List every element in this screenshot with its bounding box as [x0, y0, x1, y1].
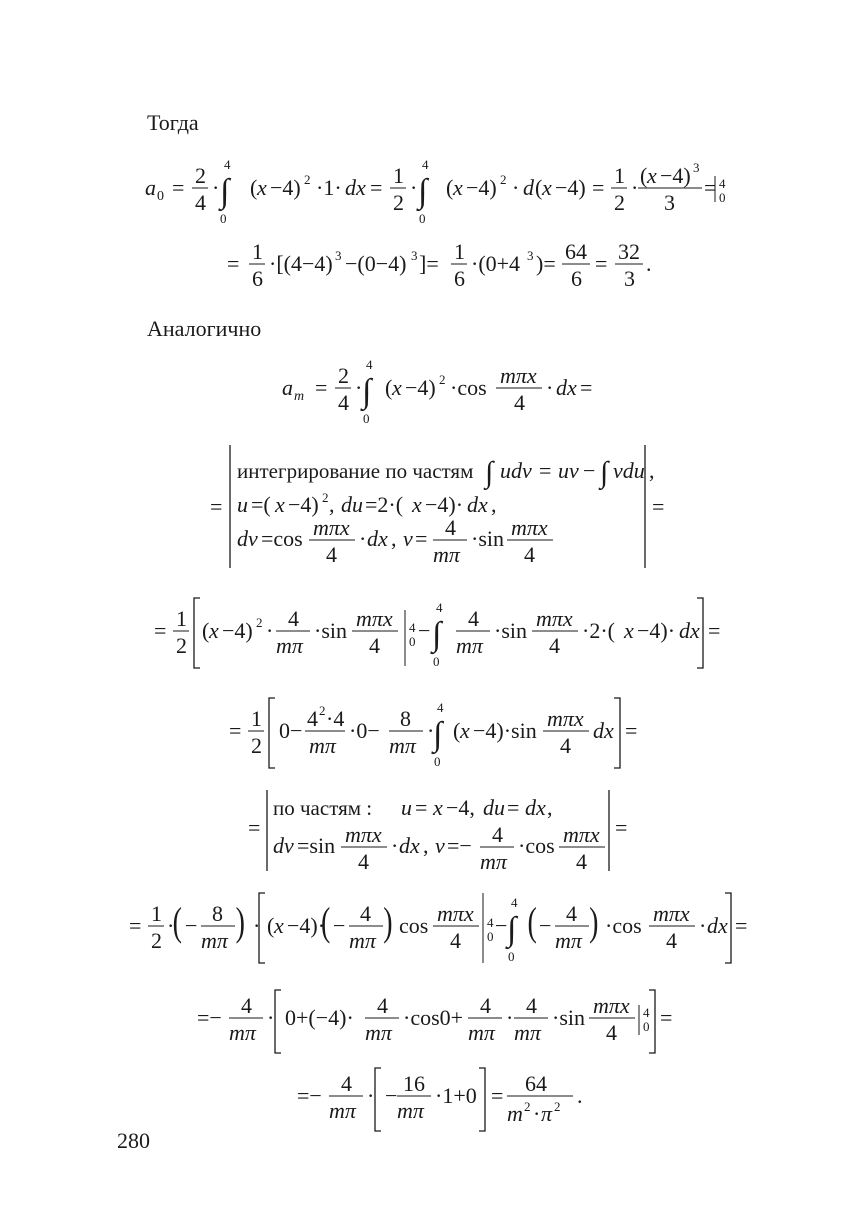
svg-text:4: 4: [422, 157, 429, 172]
svg-text:4: 4: [487, 915, 494, 930]
svg-text:·: ·: [367, 1083, 375, 1108]
svg-text:4: 4: [524, 542, 535, 567]
svg-text:dv: dv: [273, 833, 294, 858]
svg-text:=: =: [507, 795, 520, 820]
svg-text:x: x: [460, 718, 470, 743]
svg-text:x: x: [275, 492, 285, 517]
svg-text:·sin: ·sin: [494, 618, 527, 643]
svg-text:mπ: mπ: [514, 1020, 541, 1045]
equation-step-1: [150, 590, 730, 680]
svg-text:mπ: mπ: [329, 1098, 356, 1123]
svg-text:mπ: mπ: [397, 1098, 424, 1123]
svg-text:64: 64: [565, 239, 587, 264]
svg-text:a: a: [282, 375, 293, 400]
svg-text:4: 4: [326, 542, 337, 567]
equation-final: [295, 1063, 595, 1138]
svg-text:u: u: [237, 492, 248, 517]
svg-text:∫: ∫: [485, 456, 494, 489]
svg-text:2: 2: [176, 633, 187, 658]
svg-text:0: 0: [157, 189, 164, 204]
svg-text:·: ·: [167, 913, 175, 938]
svg-text:1: 1: [393, 163, 404, 188]
svg-text:4: 4: [526, 993, 537, 1018]
svg-text:=: =: [315, 375, 328, 400]
svg-text:d: d: [523, 175, 534, 200]
svg-text:x: x: [647, 163, 657, 188]
svg-text:·: ·: [253, 913, 261, 938]
svg-text:·sin: ·sin: [552, 1005, 585, 1030]
svg-text:·cos: ·cos: [450, 375, 487, 400]
svg-text:dx: dx: [525, 795, 546, 820]
svg-text:2: 2: [614, 190, 625, 215]
svg-text:uv: uv: [558, 458, 579, 483]
svg-text:,: ,: [649, 458, 655, 483]
svg-text:·sin: ·sin: [314, 618, 347, 643]
svg-text:−: −: [185, 913, 198, 938]
svg-text:·: ·: [427, 718, 435, 743]
svg-text:x: x: [257, 175, 267, 200]
svg-text:·: ·: [533, 1101, 541, 1126]
svg-text:=−: =−: [297, 1083, 322, 1108]
svg-text:∫: ∫: [362, 373, 372, 410]
svg-text:4: 4: [288, 606, 299, 631]
svg-text:4: 4: [719, 176, 726, 191]
svg-text:,: ,: [491, 492, 497, 517]
svg-text:=: =: [491, 1083, 504, 1108]
svg-text:mπ: mπ: [309, 733, 336, 758]
svg-text:4: 4: [341, 1071, 352, 1096]
svg-text:=: =: [580, 375, 593, 400]
svg-text:6: 6: [571, 266, 582, 291]
svg-text:m: m: [507, 1101, 523, 1126]
svg-text:mπx: mπx: [536, 606, 573, 631]
svg-text:·cos0+: ·cos0+: [403, 1005, 464, 1030]
svg-text:4: 4: [445, 515, 456, 540]
svg-text:·1+0: ·1+0: [435, 1083, 477, 1108]
svg-text:2: 2: [251, 733, 262, 758]
svg-text:mπx: mπx: [653, 901, 690, 926]
svg-text:1: 1: [454, 239, 465, 264]
svg-text:(: (: [321, 900, 331, 945]
svg-text:−4): −4): [405, 375, 436, 400]
word-analogichno: Аналогично: [147, 316, 262, 341]
svg-text:=−: =−: [447, 833, 472, 858]
svg-text:−4)·: −4)·: [425, 492, 464, 517]
svg-text:·sin: ·sin: [471, 526, 504, 551]
svg-text:4: 4: [549, 633, 560, 658]
svg-text:4: 4: [514, 390, 525, 415]
svg-text:=: =: [210, 494, 223, 519]
svg-text:): ): [235, 900, 245, 945]
svg-text:−4): −4): [222, 618, 253, 643]
svg-text:·cos: ·cos: [605, 913, 642, 938]
svg-text:−4): −4): [270, 175, 301, 200]
svg-text:1: 1: [176, 606, 187, 631]
svg-text:x: x: [274, 913, 284, 938]
svg-text:4: 4: [377, 993, 388, 1018]
svg-text:=: =: [415, 526, 428, 551]
svg-text:4: 4: [358, 849, 369, 874]
svg-text:·: ·: [391, 833, 399, 858]
svg-text:2: 2: [319, 703, 326, 718]
svg-text:3: 3: [411, 248, 418, 263]
svg-text:(: (: [535, 175, 543, 200]
svg-text:·: ·: [699, 913, 707, 938]
svg-text:−: −: [385, 1083, 398, 1108]
svg-text:)=: )=: [536, 251, 556, 276]
by-parts-block-2: [243, 785, 633, 875]
svg-text:a: a: [145, 175, 156, 200]
svg-text:2: 2: [151, 928, 162, 953]
svg-text:2: 2: [393, 190, 404, 215]
svg-text:·: ·: [355, 375, 363, 400]
svg-text:3: 3: [527, 248, 534, 263]
svg-text:4: 4: [492, 822, 503, 847]
svg-text:−: −: [333, 913, 346, 938]
equation-a0-eq-end: [700, 180, 730, 210]
svg-text:6: 6: [454, 266, 465, 291]
svg-text:4: 4: [468, 606, 479, 631]
svg-text:4: 4: [643, 1005, 650, 1020]
svg-text:(: (: [385, 375, 393, 400]
svg-text:=: =: [652, 494, 665, 519]
svg-text:0: 0: [433, 654, 440, 669]
equation-step-2: [225, 690, 645, 780]
svg-text:v: v: [403, 526, 413, 551]
svg-text:=: =: [539, 458, 552, 483]
word-togda: Тогда: [147, 110, 199, 135]
svg-text:2: 2: [500, 172, 507, 187]
svg-text:−4): −4): [288, 492, 319, 517]
svg-text:·(0+4: ·(0+4: [471, 251, 521, 276]
svg-text:6: 6: [252, 266, 263, 291]
svg-text:,: ,: [423, 833, 429, 858]
svg-text:=−: =−: [197, 1005, 222, 1030]
svg-text:∫: ∫: [507, 911, 517, 948]
svg-text:x: x: [433, 795, 443, 820]
svg-text:(: (: [267, 913, 275, 938]
svg-text:udv: udv: [500, 458, 532, 483]
svg-text:(: (: [453, 718, 461, 743]
svg-text:,: ,: [391, 526, 397, 551]
svg-text:2: 2: [524, 1099, 531, 1114]
svg-text:(: (: [640, 163, 648, 188]
svg-text:mπx: mπx: [313, 515, 350, 540]
svg-text:mπ: mπ: [456, 633, 483, 658]
svg-text:0: 0: [487, 929, 494, 944]
svg-text:,: ,: [329, 492, 335, 517]
svg-text:4: 4: [195, 190, 206, 215]
svg-text:2: 2: [439, 372, 446, 387]
svg-text:=: =: [595, 251, 608, 276]
svg-text:(: (: [250, 175, 258, 200]
svg-text:4: 4: [307, 706, 318, 731]
svg-text:dx: dx: [593, 718, 614, 743]
svg-text:−4): −4): [466, 175, 497, 200]
svg-text:16: 16: [403, 1071, 425, 1096]
svg-text:2: 2: [554, 1099, 561, 1114]
svg-text:=: =: [370, 175, 383, 200]
svg-text:4: 4: [366, 357, 373, 372]
svg-text:mπ: mπ: [433, 542, 460, 567]
svg-text:mπx: mπx: [500, 363, 537, 388]
svg-text:4: 4: [436, 600, 443, 615]
svg-text:3: 3: [335, 248, 342, 263]
svg-text:v: v: [435, 833, 445, 858]
svg-text:4: 4: [360, 901, 371, 926]
svg-text:=: =: [129, 913, 142, 938]
svg-text:mπ: mπ: [468, 1020, 495, 1045]
svg-text:−4,: −4,: [446, 795, 475, 820]
svg-text:=2·(: =2·(: [365, 492, 404, 517]
svg-text:4: 4: [566, 901, 577, 926]
svg-text:=: =: [415, 795, 428, 820]
svg-text:32: 32: [618, 239, 640, 264]
svg-text:·0−: ·0−: [349, 718, 380, 743]
svg-text:): ): [383, 900, 393, 945]
svg-text:4: 4: [560, 733, 571, 758]
svg-text:4: 4: [480, 993, 491, 1018]
equation-step-3: [125, 885, 755, 975]
svg-text:=: =: [625, 718, 638, 743]
svg-text:0: 0: [508, 949, 515, 964]
svg-text:dx: dx: [367, 526, 388, 551]
svg-text:π: π: [541, 1101, 553, 1126]
svg-text:1: 1: [252, 239, 263, 264]
svg-text:4: 4: [437, 700, 444, 715]
svg-text:4: 4: [338, 390, 349, 415]
svg-text:.: .: [577, 1083, 583, 1108]
svg-text:∫: ∫: [418, 173, 428, 210]
svg-text:−: −: [539, 913, 552, 938]
svg-text:4: 4: [511, 895, 518, 910]
svg-text:∫: ∫: [600, 456, 609, 489]
svg-text:dx: dx: [556, 375, 577, 400]
svg-text:m: m: [294, 389, 305, 404]
svg-text:2: 2: [338, 363, 349, 388]
svg-text:−4)·: −4)·: [637, 618, 676, 643]
svg-text:−4)·: −4)·: [287, 913, 326, 938]
svg-text:4: 4: [606, 1020, 617, 1045]
svg-text:0: 0: [719, 190, 726, 205]
svg-text:=sin: =sin: [297, 833, 336, 858]
svg-text:·: ·: [212, 175, 220, 200]
svg-text:=: =: [227, 251, 240, 276]
svg-text:−: −: [495, 913, 508, 938]
svg-text:mπ: mπ: [276, 633, 303, 658]
svg-text:mπ: mπ: [555, 928, 582, 953]
equation-am: [280, 350, 600, 430]
svg-text:): ): [589, 900, 599, 945]
by-parts-short-label: по частям :: [273, 796, 373, 820]
svg-text:0: 0: [643, 1019, 650, 1034]
svg-text:dv: dv: [237, 526, 258, 551]
svg-text:=: =: [660, 1005, 673, 1030]
svg-text:0−: 0−: [279, 718, 303, 743]
svg-text:0: 0: [434, 754, 441, 769]
svg-text:vdu: vdu: [613, 458, 645, 483]
svg-text:mπx: mπx: [437, 901, 474, 926]
svg-text:1: 1: [151, 901, 162, 926]
equation-a0-result: [225, 235, 655, 295]
svg-text:0: 0: [363, 411, 370, 426]
svg-text:4: 4: [450, 928, 461, 953]
svg-text:dx: dx: [467, 492, 488, 517]
svg-text:·: ·: [631, 175, 639, 200]
svg-text:=: =: [704, 180, 717, 200]
svg-text:mπx: mπx: [511, 515, 548, 540]
svg-text:4: 4: [224, 157, 231, 172]
svg-text:·4: ·4: [326, 706, 345, 731]
svg-text:=: =: [592, 175, 605, 200]
svg-text:x: x: [392, 375, 402, 400]
svg-text:mπx: mπx: [356, 606, 393, 631]
svg-text:x: x: [624, 618, 634, 643]
svg-text:·2·(: ·2·(: [582, 618, 615, 643]
svg-text:mπx: mπx: [563, 822, 600, 847]
svg-text:=: =: [615, 815, 628, 840]
svg-text:mπ: mπ: [389, 733, 416, 758]
svg-text:8: 8: [400, 706, 411, 731]
svg-text:·1·: ·1·: [316, 175, 342, 200]
svg-text:−4)·sin: −4)·sin: [473, 718, 537, 743]
svg-text:−4): −4): [555, 175, 586, 200]
svg-text:·cos: ·cos: [518, 833, 555, 858]
svg-text:8: 8: [212, 901, 223, 926]
svg-text:mπ: mπ: [201, 928, 228, 953]
svg-text:1: 1: [614, 163, 625, 188]
svg-text:=: =: [248, 815, 261, 840]
svg-text:4: 4: [666, 928, 677, 953]
svg-text:2: 2: [322, 490, 329, 505]
svg-text:du: du: [483, 795, 505, 820]
svg-text:3: 3: [664, 190, 675, 215]
svg-text:·: ·: [267, 1005, 275, 1030]
svg-text:3: 3: [693, 160, 700, 175]
svg-text:mπx: mπx: [593, 993, 630, 1018]
svg-text:=: =: [172, 175, 185, 200]
svg-text:4: 4: [576, 849, 587, 874]
svg-text:2: 2: [195, 163, 206, 188]
svg-text:=: =: [154, 618, 167, 643]
svg-text:64: 64: [525, 1071, 547, 1096]
svg-text:3: 3: [624, 266, 635, 291]
svg-text:4: 4: [369, 633, 380, 658]
svg-text:4: 4: [409, 620, 416, 635]
equation-a0: [140, 150, 740, 230]
by-parts-label: интегрирование по частям: [237, 459, 474, 483]
svg-text:]=: ]=: [419, 251, 439, 276]
svg-text:·: ·: [506, 1005, 514, 1030]
svg-text:2: 2: [304, 172, 311, 187]
svg-text:·: ·: [546, 375, 554, 400]
svg-text:∫: ∫: [220, 173, 230, 210]
svg-text:2: 2: [256, 615, 263, 630]
svg-text:−(0−4): −(0−4): [345, 251, 407, 276]
svg-text:−: −: [418, 618, 431, 643]
svg-text:1: 1: [251, 706, 262, 731]
svg-text:x: x: [453, 175, 463, 200]
equation-step-4: [195, 985, 685, 1060]
svg-text:x: x: [209, 618, 219, 643]
svg-text:dx: dx: [707, 913, 728, 938]
svg-text:·: ·: [512, 175, 520, 200]
svg-text:mπ: mπ: [480, 849, 507, 874]
svg-text:0: 0: [409, 634, 416, 649]
svg-text:=(: =(: [251, 492, 271, 517]
svg-text:du: du: [341, 492, 363, 517]
svg-text:mπx: mπx: [345, 822, 382, 847]
svg-text:(: (: [527, 900, 537, 945]
svg-text:0+(−4)·: 0+(−4)·: [285, 1005, 354, 1030]
svg-text:dx: dx: [345, 175, 366, 200]
svg-text:(: (: [446, 175, 454, 200]
svg-text:.: .: [646, 251, 652, 276]
svg-text:·: ·: [266, 618, 274, 643]
svg-text:x: x: [412, 492, 422, 517]
integration-by-parts-block: [205, 440, 675, 575]
svg-text:∫: ∫: [433, 716, 443, 753]
svg-text:=: =: [229, 718, 242, 743]
svg-text:·: ·: [410, 175, 418, 200]
svg-text:mπ: mπ: [349, 928, 376, 953]
svg-text:mπ: mπ: [229, 1020, 256, 1045]
svg-text:dx: dx: [399, 833, 420, 858]
svg-text:∫: ∫: [432, 616, 442, 653]
svg-text:,: ,: [547, 795, 553, 820]
svg-text:·[(4−4): ·[(4−4): [269, 251, 333, 276]
svg-text:x: x: [542, 175, 552, 200]
svg-text:4: 4: [241, 993, 252, 1018]
svg-text:(: (: [202, 618, 210, 643]
svg-text:u: u: [401, 795, 412, 820]
svg-text:dx: dx: [679, 618, 700, 643]
svg-text:mπ: mπ: [365, 1020, 392, 1045]
svg-text:cos: cos: [399, 913, 429, 938]
svg-text:·: ·: [359, 526, 367, 551]
svg-text:−4): −4): [660, 163, 691, 188]
svg-text:=: =: [735, 913, 748, 938]
page-number: 280: [117, 1128, 150, 1153]
svg-text:mπx: mπx: [547, 706, 584, 731]
svg-text:=cos: =cos: [261, 526, 303, 551]
svg-text:−: −: [583, 458, 596, 483]
svg-text:0: 0: [220, 211, 227, 226]
svg-text:=: =: [708, 618, 721, 643]
svg-text:(: (: [172, 900, 182, 945]
svg-text:0: 0: [419, 211, 426, 226]
